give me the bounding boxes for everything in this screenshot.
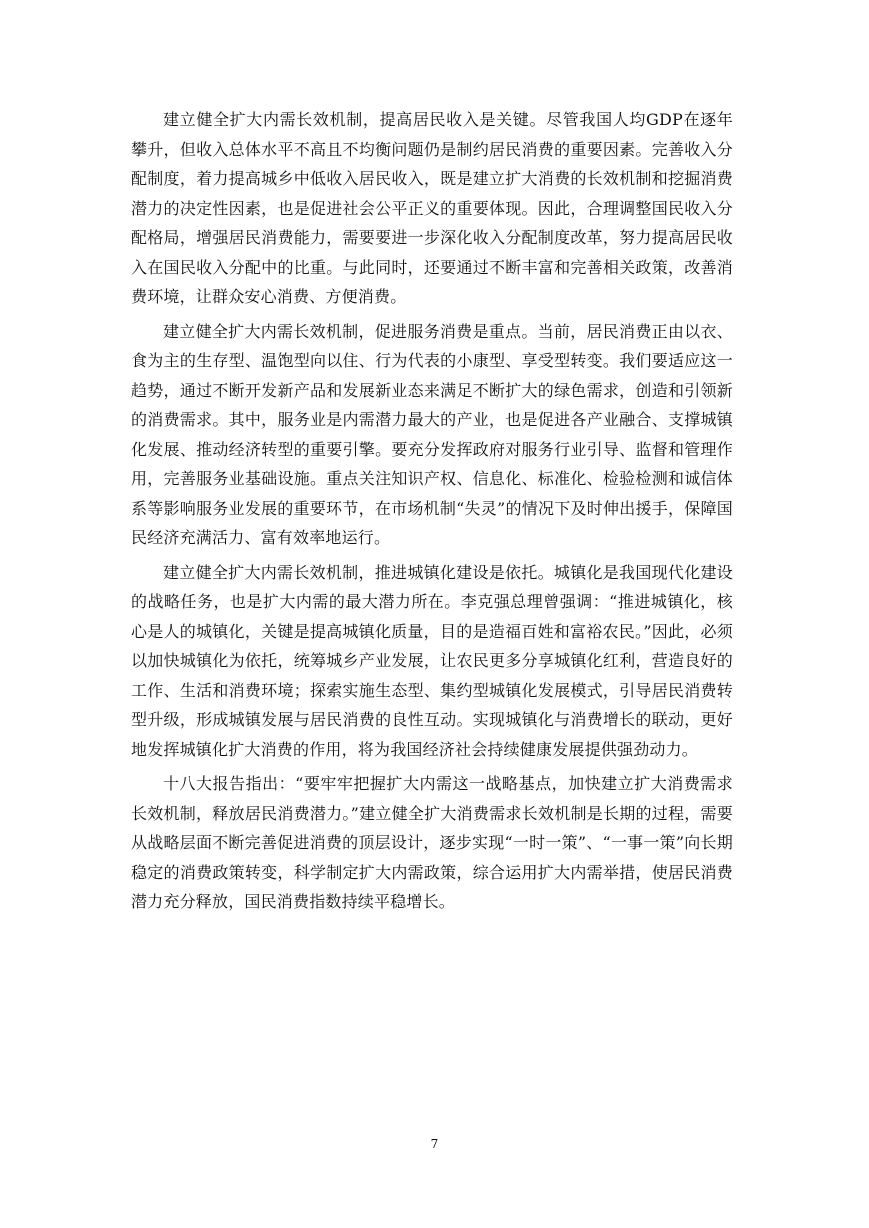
- paragraph-urbanization: 建立健全扩大内需长效机制，推进城镇化建设是依托。城镇化是我国现代化建设的战略任务，也是扩大内需的最大潜力所在。李克强总理曾强调：“推进城镇化，核心是人的城镇化，关键是提高城镇化质量，目的是造福百姓和富裕农民。”因此，必须以加快城镇化为依托，统筹城乡产业发展，让农民更多分享城镇化红利，营造良好的工作、生活和消费环境；探索实施生态型、集约型城镇化发展模式，引导居民消费转型升级，形成城镇发展与居民消费的良性互动。实现城镇化与消费增长的联动，更好地发挥城镇化扩大消费的作用，将为我国经济社会持续健康发展提供强劲动力。: [131, 562, 733, 759]
- paragraph-service-consumption: 建立健全扩大内需长效机制，促进服务消费是重点。当前，居民消费正由以衣、食为主的生存型、温饱型向以住、行为代表的小康型、享受型转变。我们要适应这一趋势，通过不断开发新产品和发展新业态来满足不断扩大的绿色需求，创造和引领新的消费需求。其中，服务业是内需潜力最大的产业，也是促进各产业融合、支撑城镇化发展、推动经济转型的重要引擎。要充分发挥政府对服务行业引导、监督和管理作用，完善服务业基础设施。重点关注知识产权、信息化、标准化、检验检测和诚信体系等影响服务业发展的重要环节，在市场机制“失灵”的情况下及时伸出援手，保障国民经济充满活力、富有效率地运行。: [131, 321, 733, 547]
- page-number: 7: [430, 1137, 439, 1151]
- body-text: [131, 105, 733, 922]
- paragraph-eighteenth-congress: 十八大报告指出：“要牢牢把握扩大内需这一战略基点，加快建立扩大消费需求长效机制，释放居民消费潜力。”建立健全扩大消费需求长效机制是长期的过程，需要从战略层面不断完善促进消费的顶层设计，逐步实现“一时一策”、“一事一策”向长期稳定的消费政策转变，科学制定扩大内需政策，综合运用扩大内需举措，使居民消费潜力充分释放，国民消费指数持续平稳增长。: [131, 774, 733, 911]
- paragraph-income: 建立健全扩大内需长效机制，提高居民收入是关键。尽管我国人均GDP在逐年攀升，但收入总体水平不高且不均衡问题仍是制约居民消费的重要因素。完善收入分配制度，着力提高城乡中低收入居民收入，既是建立扩大消费的长效机制和挖掘消费潜力的决定性因素，也是促进社会公平正义的重要体现。因此，合理调整国民收入分配格局，增强居民消费能力，需要要进一步深化收入分配制度改革，努力提高居民收入在国民收入分配中的比重。与此同时，还要通过不断丰富和完善相关政策，改善消费环境，让群众安心消费、方便消费。: [131, 110, 733, 306]
